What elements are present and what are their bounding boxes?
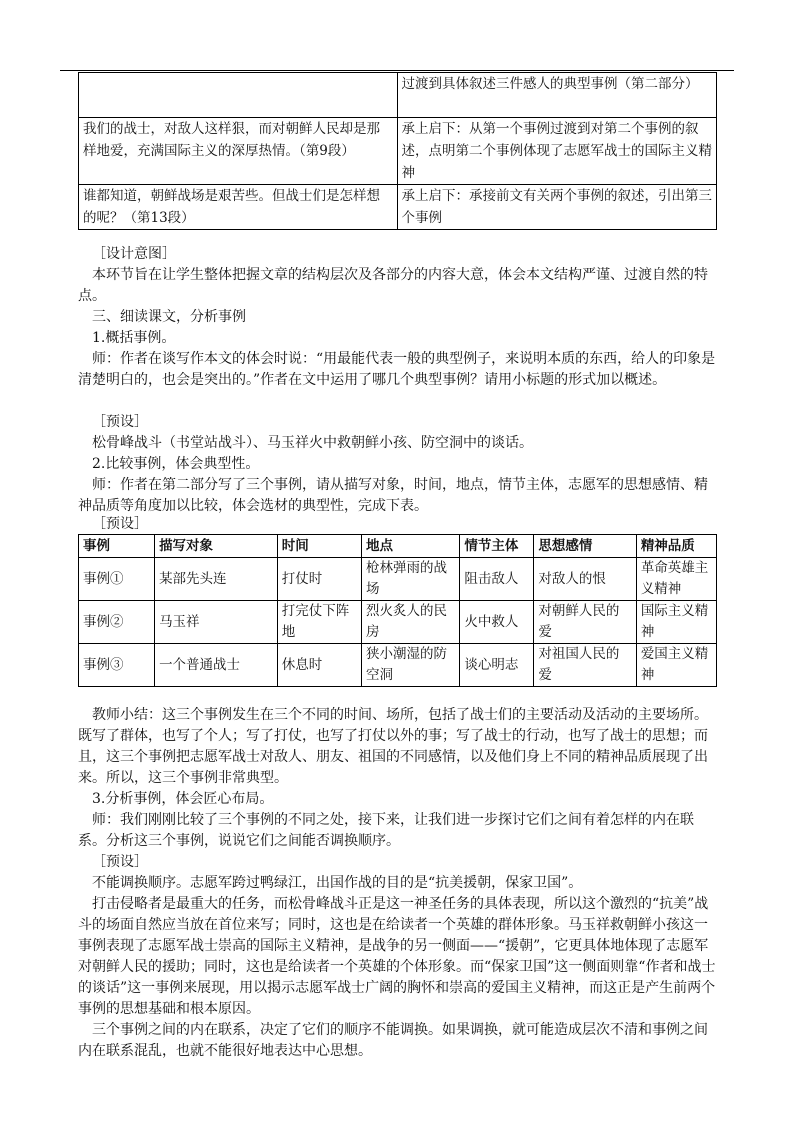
table-cell: 打仗时 xyxy=(277,558,361,601)
table-cell: 烈火炙人的民房 xyxy=(361,601,459,644)
table-cell: 对敌人的恨 xyxy=(534,558,636,601)
section-heading: 三、细读课文，分析事例 xyxy=(92,309,246,325)
teacher-summary: 教师小结：这三个事例发生在三个不同的时间、场所，包括了战士们的主要活动及活动的主要场所。既写了群体，也写了个人；写了打仗，也写了打仗以外的事；写了战士的行动，也写了战士的思想；而且，这三个事例把志愿军战士对敌人、朋友、祖国的不同感情，以及他们身上不同的精神品质展现了出来。所以，这三个事例非常典型。 xyxy=(78,707,708,786)
table-cell: 我们的战士，对敌人这样狠，而对朝鲜人民却是那样地爱，充满国际主义的深厚热情。（第9段） xyxy=(79,118,398,185)
table-row xyxy=(79,185,717,230)
table-cell: 枪林弹雨的战场 xyxy=(361,558,459,601)
header-rule xyxy=(60,70,734,71)
table-cell: 休息时 xyxy=(277,644,361,687)
table-cell: 一个普通战士 xyxy=(155,644,278,687)
preset-label-1: ［预设］ xyxy=(92,414,148,430)
table-cell: 爱国主义精神 xyxy=(636,644,716,687)
preset-answer-3-p2: 打击侵略者是最重大的任务，而松骨峰战斗正是这一神圣任务的具体表现，所以这个激烈的“抗美”战斗的场面自然应当放在首位来写；同时，这也是在给读者一个英雄的群体形象。马玉祥救朝鲜小孩这一事例表现了志愿军战士崇高的国际主义精神，是战争的另一侧面——“援朝”，它更具体地体现了志愿军对朝鲜人民的援助；同时，这也是给读者一个英雄的个体形象。而“保家卫国”这一侧面则靠“作者和战士的谈话”这一事例来展现，用以揭示志愿军战士广阔的胸怀和崇高的爱国主义精神，而这正是产生前两个事例的思想基础和根本原因。 xyxy=(78,896,716,1017)
preset-answer-1: 松骨峰战斗（书堂站战斗）、马玉祥火中救朝鲜小孩、防空洞中的谈话。 xyxy=(92,435,533,451)
table-header-row xyxy=(79,535,717,558)
teacher-question-3: 师：我们刚刚比较了三个事例的不同之处，接下来，让我们进一步探讨它们之间有着怎样的内在联系。分析这三个事例，说说它们之间能否调换顺序。 xyxy=(78,812,694,849)
table-cell: 过渡到具体叙述三件感人的典型事例（第二部分） xyxy=(397,73,717,118)
preset-label-2: ［预设］ xyxy=(92,516,148,532)
teacher-question-2: 师：作者在第二部分写了三个事例，请从描写对象，时间，地点，情节主体，志愿军的思想感情、精神品质等角度加以比较，体会选材的典型性，完成下表。 xyxy=(78,477,708,514)
table-cell: 事例③ xyxy=(79,644,155,687)
table-row xyxy=(79,644,717,687)
table-cell: 事例② xyxy=(79,601,155,644)
table-cell: 火中救人 xyxy=(460,601,534,644)
table-cell: 打完仗下阵地 xyxy=(277,601,361,644)
subheading-1: 1.概括事例。 xyxy=(92,330,176,346)
table-cell: 阻击敌人 xyxy=(460,558,534,601)
table-cell: 革命英雄主义精神 xyxy=(636,558,716,601)
table-cell: 对朝鲜人民的爱 xyxy=(534,601,636,644)
structure-table xyxy=(78,72,717,230)
preset-answer-3-p1: 不能调换顺序。志愿军跨过鸭绿江，出国作战的目的是“抗美援朝，保家卫国”。 xyxy=(92,875,583,891)
column-header: 思想感情 xyxy=(534,535,636,558)
subheading-2: 2.比较事例，体会典型性。 xyxy=(92,456,260,472)
table-cell xyxy=(79,73,398,118)
column-header: 地点 xyxy=(361,535,459,558)
table-cell: 谈心明志 xyxy=(460,644,534,687)
column-header: 精神品质 xyxy=(636,535,716,558)
table-cell: 狭小潮湿的防空洞 xyxy=(361,644,459,687)
table-cell: 对祖国人民的爱 xyxy=(534,644,636,687)
design-intent-text: 本环节旨在让学生整体把握文章的结构层次及各部分的内容大意，体会本文结构严谨、过渡自然的特点。 xyxy=(78,267,708,304)
table-row xyxy=(79,601,717,644)
table-cell: 马玉祥 xyxy=(155,601,278,644)
teacher-question-1: 师：作者在谈写作本文的体会时说：“用最能代表一般的典型例子，来说明本质的东西，给人的印象是清楚明白的，也会是突出的。”作者在文中运用了哪几个典型事例？请用小标题的形式加以概述。 xyxy=(78,351,716,388)
column-header: 情节主体 xyxy=(460,535,534,558)
comparison-table xyxy=(78,534,717,687)
column-header: 描写对象 xyxy=(155,535,278,558)
table-row xyxy=(79,118,717,185)
table-cell: 承上启下：承接前文有关两个事例的叙述，引出第三个事例 xyxy=(397,185,717,230)
table-cell: 国际主义精神 xyxy=(636,601,716,644)
column-header: 时间 xyxy=(277,535,361,558)
table-cell: 承上启下：从第一个事例过渡到对第二个事例的叙述，点明第二个事例体现了志愿军战士的国际主义精神 xyxy=(397,118,717,185)
table-row xyxy=(79,73,717,118)
column-header: 事例 xyxy=(79,535,155,558)
preset-label-3: ［预设］ xyxy=(92,854,148,870)
table-row xyxy=(79,558,717,601)
design-intent-label: ［设计意图］ xyxy=(92,246,176,262)
table-cell: 事例① xyxy=(79,558,155,601)
preset-answer-3-p3: 三个事例之间的内在联系，决定了它们的顺序不能调换。如果调换，就可能造成层次不清和事例之间内在联系混乱，也就不能很好地表达中心思想。 xyxy=(78,1022,708,1059)
table-cell: 谁都知道，朝鲜战场是艰苦些。但战士们是怎样想的呢？（第13段） xyxy=(79,185,398,230)
subheading-3: 3.分析事例，体会匠心布局。 xyxy=(92,791,274,807)
table-cell: 某部先头连 xyxy=(155,558,278,601)
